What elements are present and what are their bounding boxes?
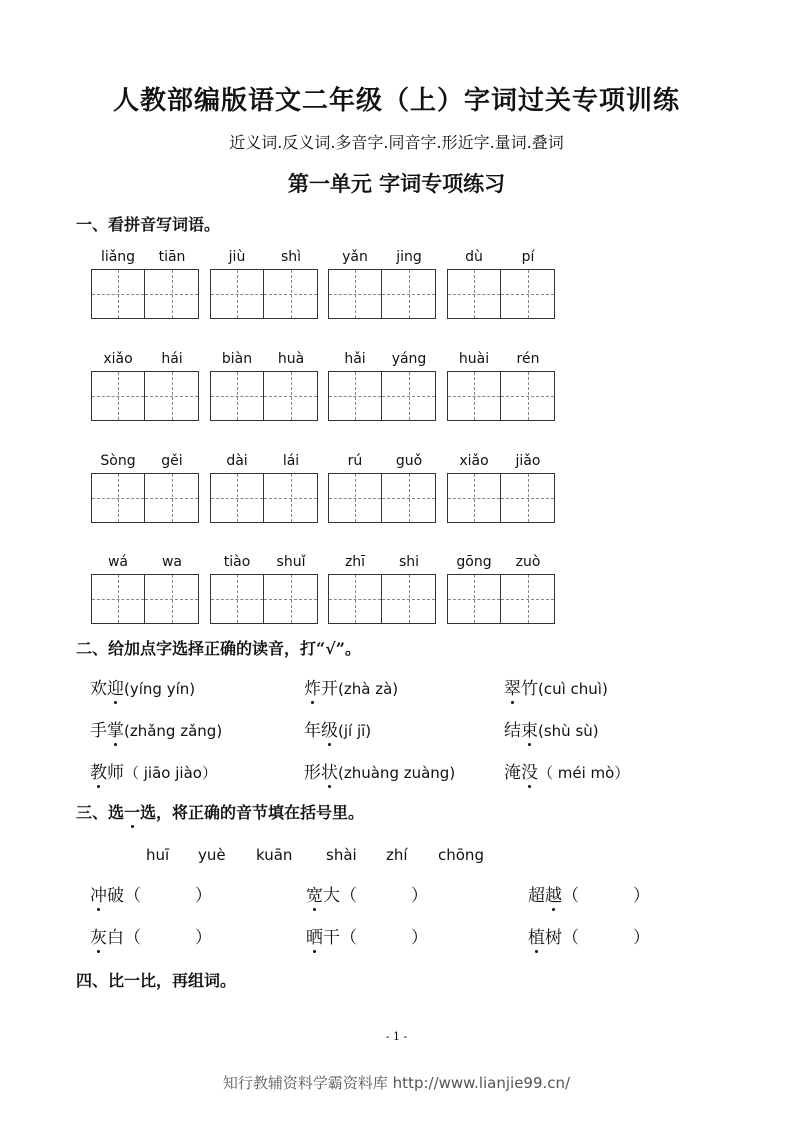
pinyin-syllable: huài — [458, 351, 490, 367]
pinyin-syllable: shi — [398, 554, 420, 570]
pinyin-row — [328, 453, 436, 471]
pinyin-options[interactable]: (zhà zà) — [338, 680, 399, 698]
section-2-heading: 二、给加点字选择正确的读音，打“√”。 — [76, 639, 361, 658]
word-character: 白 — [107, 928, 124, 948]
dotted-character: 没 — [521, 758, 538, 783]
pinyin-row — [91, 351, 199, 369]
writing-cell[interactable] — [210, 371, 264, 421]
writing-cell[interactable] — [91, 574, 145, 624]
pronunciation-item — [90, 758, 217, 783]
pinyin-options[interactable]: (cuì chuì) — [538, 680, 608, 698]
writing-grid — [210, 574, 318, 624]
pinyin-row — [91, 554, 199, 572]
dotted-character: 迎 — [107, 674, 124, 699]
dotted-character: 教 — [90, 758, 107, 783]
syllable-choice: huī — [146, 846, 170, 864]
writing-cell[interactable] — [447, 574, 501, 624]
pinyin-syllable: gōng — [456, 554, 492, 570]
pinyin-syllable: xiǎo — [459, 453, 489, 469]
word-character: 结 — [504, 721, 521, 741]
pronunciation-item — [304, 716, 371, 741]
word-character: 欢 — [90, 679, 107, 699]
word-character: 大 — [323, 886, 340, 906]
answer-blank[interactable]: （ ） — [124, 886, 213, 906]
writing-cell[interactable] — [501, 473, 555, 523]
word-character: 超 — [528, 886, 545, 906]
writing-cell[interactable] — [382, 574, 436, 624]
pinyin-row — [447, 453, 555, 471]
answer-blank[interactable]: （ ） — [562, 886, 651, 906]
writing-cell[interactable] — [328, 473, 382, 523]
writing-cell[interactable] — [382, 269, 436, 319]
dotted-character: 越 — [545, 881, 562, 906]
section-3-heading-post: ，将正确的音节填在括号里。 — [156, 803, 365, 822]
word-character: 手 — [90, 721, 107, 741]
syllable-choice: kuān — [256, 846, 293, 864]
syllable-choice: shài — [326, 846, 357, 864]
pronunciation-item — [504, 758, 629, 783]
pinyin-syllable: zuò — [515, 554, 541, 570]
word-character: 淹 — [504, 763, 521, 783]
answer-blank[interactable]: （ ） — [562, 928, 651, 948]
writing-cell[interactable] — [501, 371, 555, 421]
pinyin-row — [91, 249, 199, 267]
pronunciation-item — [90, 674, 195, 699]
pinyin-syllable: gěi — [161, 453, 183, 469]
pinyin-syllable: jiǎo — [515, 453, 541, 469]
pinyin-row — [91, 453, 199, 471]
writing-grid — [447, 473, 555, 523]
dotted-character: 级 — [321, 716, 338, 741]
pinyin-options[interactable]: （ méi mò） — [538, 764, 630, 782]
pinyin-row — [328, 249, 436, 267]
answer-blank[interactable]: （ ） — [124, 928, 213, 948]
pinyin-options[interactable]: (jí jī) — [338, 722, 372, 740]
fill-blank-item — [528, 881, 650, 906]
dotted-character: 束 — [521, 716, 538, 741]
pinyin-syllable: lái — [282, 453, 300, 469]
word-character: 竹 — [521, 679, 538, 699]
writing-cell[interactable] — [145, 473, 199, 523]
writing-grid — [447, 269, 555, 319]
writing-cell[interactable] — [264, 473, 318, 523]
writing-grid — [328, 473, 436, 523]
writing-cell[interactable] — [447, 371, 501, 421]
syllable-choice: chōng — [438, 846, 484, 864]
pronunciation-item — [90, 716, 222, 741]
pinyin-syllable: hái — [161, 351, 183, 367]
writing-cell[interactable] — [382, 473, 436, 523]
dotted-character: 冲 — [90, 881, 107, 906]
dotted-character: 状 — [321, 758, 338, 783]
section-3-heading-pre: 三、选 — [76, 803, 125, 822]
answer-blank[interactable]: （ ） — [340, 928, 429, 948]
pinyin-row — [210, 554, 318, 572]
writing-cell[interactable] — [210, 473, 264, 523]
answer-blank[interactable]: （ ） — [340, 886, 429, 906]
writing-cell[interactable] — [264, 371, 318, 421]
writing-cell[interactable] — [447, 269, 501, 319]
pinyin-syllable: jiù — [228, 249, 246, 265]
writing-grid — [210, 371, 318, 421]
unit-title: 第一单元 字词专项练习 — [287, 171, 506, 196]
writing-grid — [447, 574, 555, 624]
writing-grid — [210, 473, 318, 523]
pinyin-options[interactable]: (zhuàng zuàng) — [338, 764, 456, 782]
pinyin-syllable: liǎng — [100, 249, 136, 265]
pinyin-syllable: guǒ — [395, 453, 423, 469]
word-character: 干 — [323, 928, 340, 948]
pinyin-row — [447, 351, 555, 369]
pronunciation-item — [304, 674, 398, 699]
dotted-character: 植 — [528, 923, 545, 948]
writing-cell[interactable] — [145, 371, 199, 421]
pronunciation-item — [504, 674, 608, 699]
fill-blank-item — [306, 881, 428, 906]
page-number: - 1 - — [385, 1030, 408, 1043]
pinyin-syllable: rú — [347, 453, 363, 469]
writing-cell[interactable] — [501, 574, 555, 624]
section-3-heading — [76, 800, 364, 823]
writing-grid — [328, 371, 436, 421]
footer-watermark: 知行教辅资料学霸资料库 http://www.lianjie99.cn/ — [222, 1074, 571, 1092]
page-title: 人教部编版语文二年级（上）字词过关专项训练 — [112, 86, 680, 116]
pronunciation-item — [504, 716, 599, 741]
writing-grid — [328, 269, 436, 319]
pinyin-syllable: dù — [465, 249, 483, 265]
pronunciation-item — [304, 758, 455, 783]
pinyin-syllable: rén — [516, 351, 540, 367]
dotted-character: 灰 — [90, 923, 107, 948]
pinyin-syllable: hǎi — [344, 351, 366, 367]
pinyin-row — [447, 554, 555, 572]
pinyin-options[interactable]: (shù sù) — [538, 722, 599, 740]
writing-cell[interactable] — [264, 269, 318, 319]
word-character: 开 — [321, 679, 338, 699]
dotted-character: 翠 — [504, 674, 521, 699]
writing-grid — [447, 371, 555, 421]
dotted-character: 晒 — [306, 923, 323, 948]
fill-blank-item — [528, 923, 650, 948]
pinyin-syllable: Sòng — [100, 453, 136, 469]
pinyin-syllable: pí — [521, 249, 535, 265]
pinyin-syllable: zhī — [344, 554, 366, 570]
syllable-choice: zhí — [386, 846, 408, 864]
writing-grid — [91, 574, 199, 624]
writing-cell[interactable] — [264, 574, 318, 624]
writing-cell[interactable] — [328, 371, 382, 421]
writing-grid — [328, 574, 436, 624]
word-character: 破 — [107, 886, 124, 906]
pinyin-syllable: shuǐ — [276, 554, 306, 570]
writing-cell[interactable] — [328, 269, 382, 319]
section-4-heading: 四、比一比，再组词。 — [76, 971, 237, 990]
writing-cell[interactable] — [145, 574, 199, 624]
page-subtitle: 近义词.反义词.多音字.同音字.形近字.量词.叠词 — [229, 133, 564, 152]
pinyin-syllable: xiǎo — [103, 351, 133, 367]
pinyin-syllable: wa — [161, 554, 183, 570]
writing-grid — [210, 269, 318, 319]
pinyin-row — [328, 554, 436, 572]
writing-cell[interactable] — [382, 371, 436, 421]
fill-blank-item — [306, 923, 428, 948]
section-3-heading-mid: 选 — [140, 803, 157, 822]
dotted-character: 掌 — [107, 716, 124, 741]
word-character: 形 — [304, 763, 321, 783]
writing-cell[interactable] — [210, 269, 264, 319]
word-character: 年 — [304, 721, 321, 741]
pinyin-row — [447, 249, 555, 267]
writing-grid — [91, 371, 199, 421]
writing-cell[interactable] — [91, 371, 145, 421]
pinyin-row — [210, 351, 318, 369]
writing-cell[interactable] — [501, 269, 555, 319]
writing-cell[interactable] — [447, 473, 501, 523]
writing-cell[interactable] — [91, 269, 145, 319]
dotted-character: 炸 — [304, 674, 321, 699]
pinyin-syllable: wá — [107, 554, 129, 570]
pinyin-options[interactable]: (zhǎng zǎng) — [124, 722, 223, 740]
writing-cell[interactable] — [91, 473, 145, 523]
pinyin-syllable: jing — [396, 249, 422, 265]
writing-grid — [91, 473, 199, 523]
pinyin-syllable: yǎn — [342, 249, 368, 265]
word-character: 树 — [545, 928, 562, 948]
dotted-character: 宽 — [306, 881, 323, 906]
pinyin-syllable: yáng — [391, 351, 427, 367]
fill-blank-item — [90, 881, 212, 906]
pinyin-syllable: shì — [280, 249, 302, 265]
pinyin-row — [210, 249, 318, 267]
fill-blank-item — [90, 923, 212, 948]
writing-cell[interactable] — [145, 269, 199, 319]
pinyin-syllable: tiào — [223, 554, 251, 570]
pinyin-syllable: biàn — [221, 351, 253, 367]
pinyin-syllable: tiān — [158, 249, 186, 265]
pinyin-syllable: dài — [226, 453, 248, 469]
pinyin-options[interactable]: (yíng yín) — [124, 680, 196, 698]
section-1-heading: 一、看拼音写词语。 — [76, 215, 221, 234]
pinyin-syllable: huà — [277, 351, 305, 367]
pinyin-row — [210, 453, 318, 471]
word-character: 师 — [107, 763, 124, 783]
section-3-heading-dot: 一 — [124, 800, 140, 823]
writing-cell[interactable] — [328, 574, 382, 624]
syllable-choice: yuè — [198, 846, 226, 864]
writing-cell[interactable] — [210, 574, 264, 624]
writing-grid — [91, 269, 199, 319]
pinyin-options[interactable]: （ jiāo jiào） — [124, 764, 217, 782]
pinyin-row — [328, 351, 436, 369]
